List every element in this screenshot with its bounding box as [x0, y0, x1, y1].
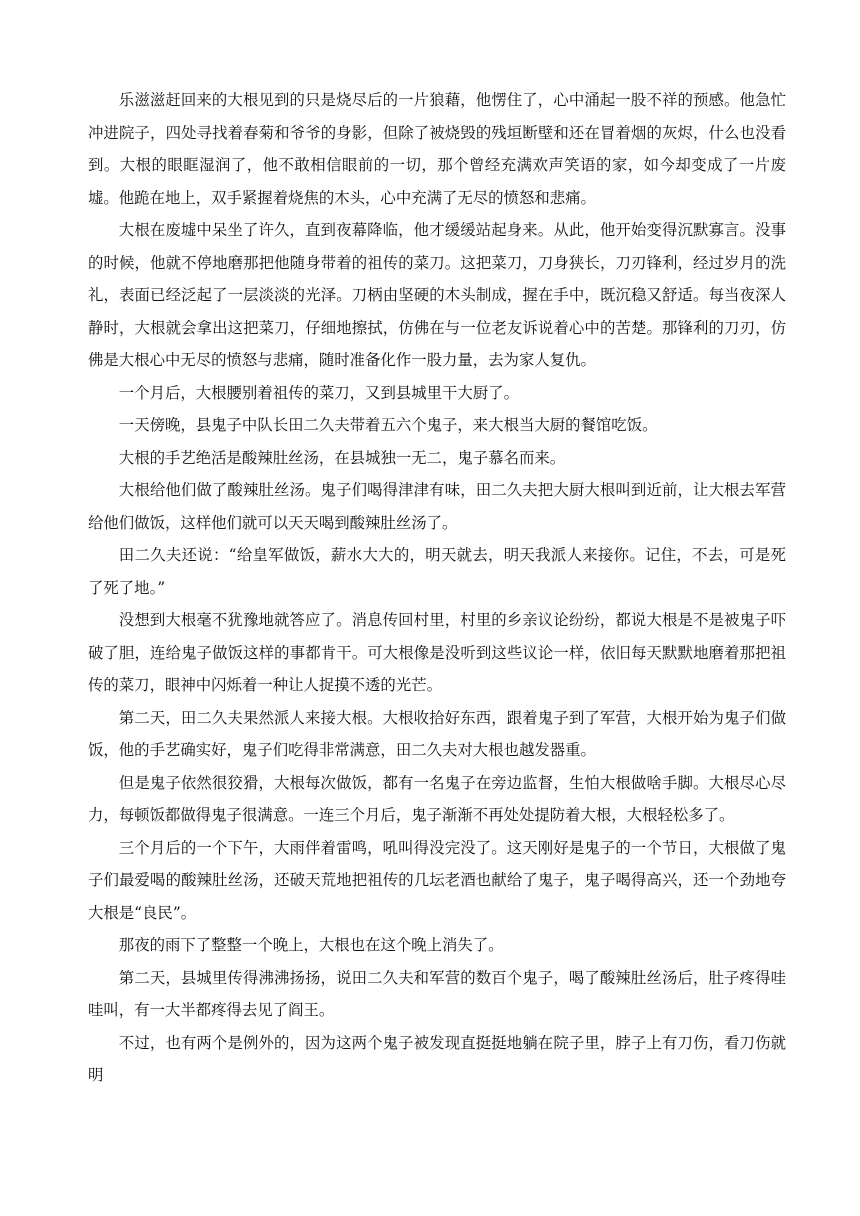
- paragraph: 没想到大根毫不犹豫地就答应了。消息传回村里，村里的乡亲议论纷纷，都说大根是不是被鬼子吓破了胆，连给鬼子做饭这样的事都肯干。可大根像是没听到这些议论一样，依旧每天默默地磨着那把祖传的菜刀，眼神中闪烁着一种让人捉摸不透的光芒。: [88, 611, 786, 694]
- paragraph: 第二天，县城里传得沸沸扬扬，说田二久夫和军营的数百个鬼子，喝了酸辣肚丝汤后，肚子疼得哇哇叫，有一大半都疼得去见了阎王。: [88, 968, 786, 1019]
- paragraph: 三个月后的一个下午，大雨伴着雷鸣，吼叫得没完没了。这天刚好是鬼子的一个节日，大根做了鬼子们最爱喝的酸辣肚丝汤，还破天荒地把祖传的几坛老酒也献给了鬼子，鬼子喝得高兴，还一个劲地夸大根是“良民”。: [88, 838, 786, 922]
- paragraph: 一个月后，大根腰别着祖传的菜刀，又到县城里干大厨了。: [118, 383, 519, 402]
- paragraph: 第二天，田二久夫果然派人来接大根。大根收拾好东西，跟着鬼子到了军营，大根开始为鬼子们做饭，他的手艺确实好，鬼子们吃得非常满意，田二久夫对大根也越发器重。: [88, 708, 786, 759]
- paragraph: 一天傍晚，县鬼子中队长田二久夫带着五六个鬼子，来大根当大厨的餐馆吃饭。: [118, 416, 658, 434]
- paragraph: 大根在废墟中呆坐了许久，直到夜幕降临，他才缓缓站起身来。从此，他开始变得沉默寡言。没事的时候，他就不停地磨那把他随身带着的祖传的菜刀。这把菜刀，刀身狭长，刀刃锋利，经过岁月的洗礼，表面已经泛起了一层淡淡的光泽。刀柄由坚硬的木头制成，握在手中，既沉稳又舒适。每当夜深人静时，大根就会拿出这把菜刀，仔细地擦拭，仿佛在与一位老友诉说着心中的苦楚。那锋利的刀刃，仿佛是大根心中无尽的愤怒与悲痛，随时准备化作一股力量，去为家人复仇。: [88, 221, 786, 369]
- paragraph: 不过，也有两个是例外的，因为这两个鬼子被发现直挺挺地躺在院子里，脖子上有刀伤，看刀伤就明: [88, 1033, 786, 1084]
- paragraph: 但是鬼子依然很狡猾，大根每次做饭，都有一名鬼子在旁边监督，生怕大根做啥手脚。大根尽心尽力，每顿饭都做得鬼子很满意。一连三个月后，鬼子渐渐不再处处提防着大根，大根轻松多了。: [88, 773, 786, 824]
- paragraph: 那夜的雨下了整整一个晚上，大根也在这个晚上消失了。: [118, 936, 504, 954]
- paragraph: 乐滋滋赶回来的大根见到的只是烧尽后的一片狼藉，他愣住了，心中涌起一股不祥的预感。他急忙冲进院子，四处寻找着春菊和爷爷的身影，但除了被烧毁的残垣断壁和还在冒着烟的灰烬，什么也没看到。大根的眼眶湿润了，他不敢相信眼前的一切，那个曾经充满欢声笑语的家，如今却变成了一片废墟。他跪在地上，双手紧握着烧焦的木头，心中充满了无尽的愤怒和悲痛。: [88, 91, 786, 207]
- paragraph: 田二久夫还说：“给皇军做饭，薪水大大的，明天就去，明天我派人来接你。记住，不去，可是死了死了地。”: [88, 546, 786, 597]
- paragraph: 大根给他们做了酸辣肚丝汤。鬼子们喝得津津有味，田二久夫把大厨大根叫到近前，让大根去军营给他们做饭，这样他们就可以天天喝到酸辣肚丝汤了。: [88, 481, 786, 532]
- paragraph: 大根的手艺绝活是酸辣肚丝汤，在县城独一无二，鬼子慕名而来。: [118, 448, 566, 467]
- document-body: [88, 84, 786, 1092]
